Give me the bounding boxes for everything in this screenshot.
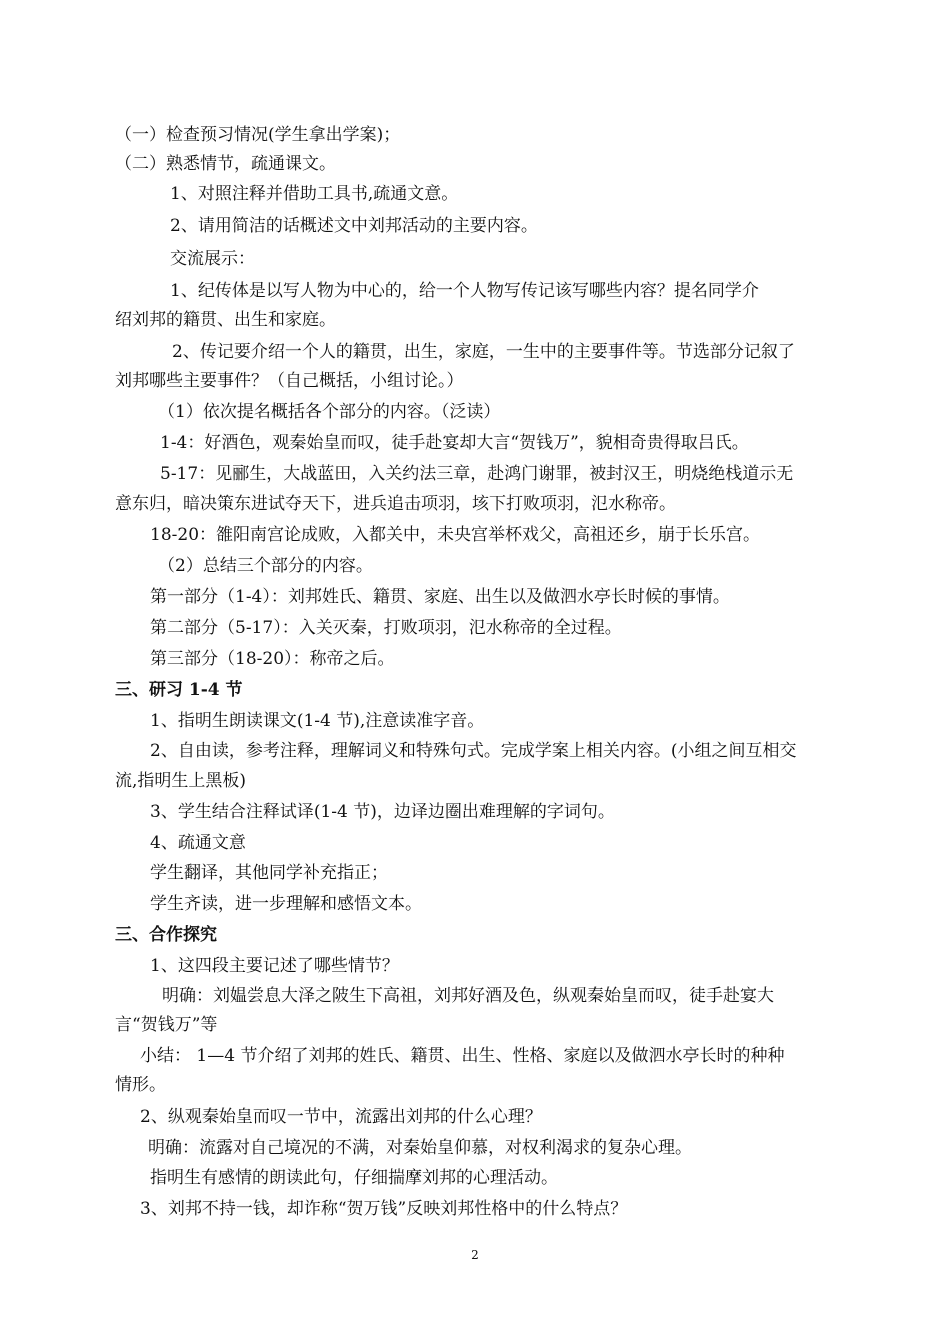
text-line: 绍刘邦的籍贯、出生和家庭。: [115, 310, 336, 330]
text-line: 交流展示：: [170, 249, 255, 269]
text-line: 5-17：见郦生，大战蓝田，入关约法三章，赴鸿门谢罪，被封汉王，明烧绝栈道示无: [160, 464, 794, 484]
text-line: 第一部分（1-4）：刘邦姓氏、籍贯、家庭、出生以及做泗水亭长时候的事情。: [150, 587, 730, 607]
text-line: 3、学生结合注释试译(1-4 节)，边译边圈出难理解的字词句。: [150, 802, 615, 822]
text-line: （2）总结三个部分的内容。: [158, 556, 373, 576]
text-line: （二）熟悉情节，疏通课文。: [115, 154, 336, 174]
page-number: 2: [471, 1248, 479, 1262]
text-line: 情形。: [115, 1075, 166, 1095]
text-line: 2、传记要介绍一个人的籍贯，出生，家庭，一生中的主要事件等。节选部分记叙了: [172, 342, 795, 362]
text-line: 18-20：雒阳南宫论成败，入都关中，未央宫举杯戏父，高祖还乡，崩于长乐宫。: [150, 525, 761, 545]
section-heading: 三、研习 1-4 节: [115, 680, 243, 700]
text-line: 指明生有感情的朗读此句，仔细揣摩刘邦的心理活动。: [150, 1168, 558, 1188]
text-line: 流,指明生上黑板): [115, 771, 247, 791]
text-line: 2、请用简洁的话概述文中刘邦活动的主要内容。: [170, 216, 538, 236]
text-line: 1、这四段主要记述了哪些情节？: [150, 956, 399, 976]
text-line: 意东归，暗决策东进试夺天下，进兵追击项羽，垓下打败项羽，氾水称帝。: [115, 494, 676, 514]
text-line: 2、自由读，参考注释，理解词义和特殊句式。完成学案上相关内容。(小组之间互相交: [150, 741, 797, 761]
text-line: 2、纵观秦始皇而叹一节中，流露出刘邦的什么心理？: [140, 1107, 542, 1127]
text-line: 1、对照注释并借助工具书,疏通文意。: [170, 184, 459, 204]
text-line: 1、指明生朗读课文(1-4 节),注意读准字音。: [150, 711, 485, 731]
text-line: 学生齐读，进一步理解和感悟文本。: [150, 894, 422, 914]
text-line: （1）依次提名概括各个部分的内容。（泛读）: [158, 402, 501, 422]
text-line: 小结： 1—4 节介绍了刘邦的姓氏、籍贯、出生、性格、家庭以及做泗水亭长时的种种: [140, 1046, 785, 1066]
text-line: 明确：流露对自己境况的不满，对秦始皇仰慕，对权利渴求的复杂心理。: [148, 1138, 692, 1158]
text-line: 3、刘邦不持一钱，却诈称“贺万钱”反映刘邦性格中的什么特点？: [140, 1199, 628, 1219]
section-heading: 三、合作探究: [115, 925, 217, 945]
text-line: 明确：刘媪尝息大泽之陂生下高祖，刘邦好酒及色，纵观秦始皇而叹，徒手赴宴大: [162, 986, 774, 1006]
text-line: 第三部分（18-20）：称帝之后。: [150, 649, 395, 669]
text-line: 刘邦哪些主要事件？（自己概括，小组讨论。）: [115, 371, 464, 391]
text-line: 学生翻译，其他同学补充指正；: [150, 863, 388, 883]
text-line: 1、纪传体是以写人物为中心的，给一个人物写传记该写哪些内容？提名同学介: [170, 281, 759, 301]
text-line: 言“贺钱万”等: [115, 1015, 218, 1035]
text-line: 4、疏通文意: [150, 833, 246, 853]
text-line: （一）检查预习情况(学生拿出学案)；: [115, 125, 401, 145]
text-line: 第二部分（5-17）：入关灭秦，打败项羽，氾水称帝的全过程。: [150, 618, 622, 638]
text-line: 1-4：好酒色，观秦始皇而叹，徒手赴宴却大言“贺钱万”，貌相奇贵得取吕氏。: [160, 433, 749, 453]
